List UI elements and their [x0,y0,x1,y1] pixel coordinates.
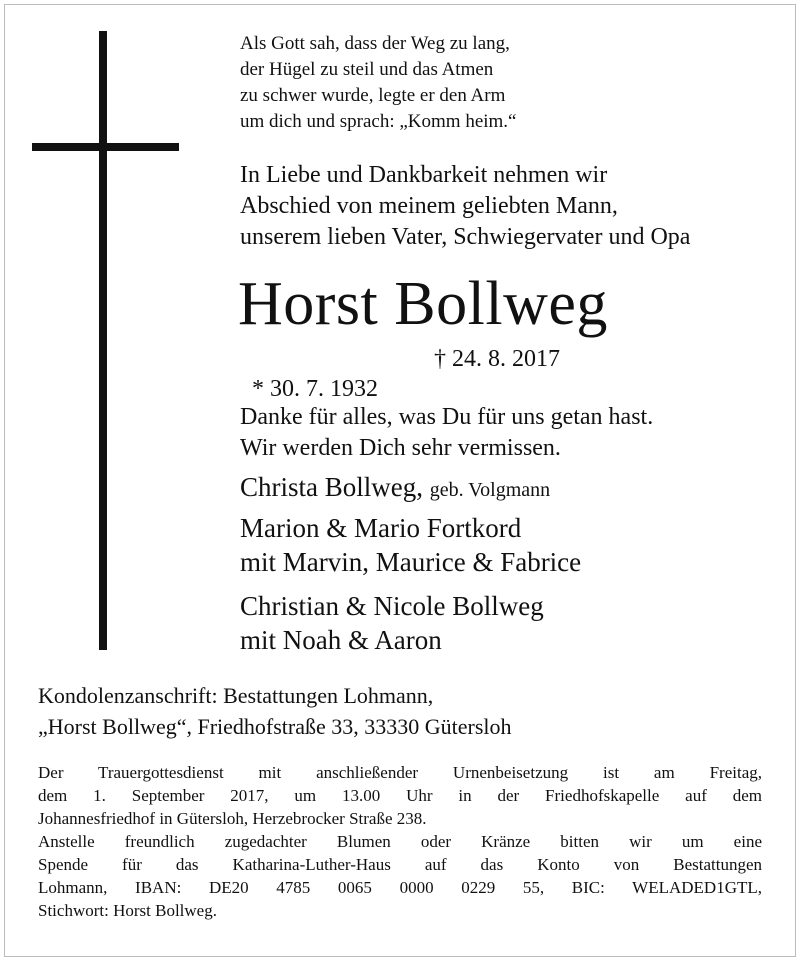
deceased-name: Horst Bollweg [238,270,608,338]
donation-line: Spende für das Katharina-Luther-Haus auf das Konto von Bestattungen [38,855,762,874]
family-group [240,511,581,579]
thanks-line: Wir werden Dich sehr vermissen. [240,435,561,461]
poem-line: Als Gott sah, dass der Weg zu lang, [240,33,510,54]
intro-text [240,160,690,253]
service-line: Johannesfriedhof in Gütersloh, Herzebrocker Straße 238. [38,809,427,828]
service-line: Der Trauergottesdienst mit anschließender Urnenbeisetzung ist am Freitag, [38,763,762,782]
family-line: Christian & Nicole Bollweg [240,591,544,621]
condolence-address [38,680,512,742]
service-line: dem 1. September 2017, um 13.00 Uhr in der Friedhofskapelle auf dem [38,786,762,805]
intro-line: Abschied von meinem geliebten Mann, [240,193,618,219]
poem-line: zu schwer wurde, legte er den Arm [240,85,506,106]
poem-line: um dich und sprach: „Komm heim.“ [240,111,517,132]
family-widow [240,470,581,507]
intro-line: unserem lieben Vater, Schwiegervater und Opa [240,224,691,250]
intro-line: In Liebe und Dankbarkeit nehmen wir [240,162,608,188]
thanks-text [240,402,653,464]
thanks-line: Danke für alles, was Du für uns getan hast. [240,404,654,430]
birth-date: * 30. 7. 1932 [252,376,378,402]
family-line: mit Marvin, Maurice & Fabrice [240,547,582,577]
widow-name: Christa Bollweg, [240,472,423,502]
cross-vertical-bar [99,31,107,650]
condolence-line: Kondolenzanschrift: Bestattungen Lohmann, [38,683,434,708]
service-info [38,761,762,922]
widow-maiden-name: geb. Volgmann [429,479,551,501]
poem [240,31,517,135]
family-group [240,589,581,657]
family-line: mit Noah & Aaron [240,625,442,655]
condolence-line: „Horst Bollweg“, Friedhofstraße 33, 33330 Gütersloh [38,714,512,739]
donation-line: Stichwort: Horst Bollweg. [38,901,217,920]
family-line: Marion & Mario Fortkord [240,513,522,543]
cross-horizontal-bar [32,143,179,151]
donation-line: Lohmann, IBAN: DE20 4785 0065 0000 0229 55, BIC: WELADED1GTL, [38,878,762,897]
family-signatures [240,470,581,667]
death-date: † 24. 8. 2017 [434,346,560,372]
donation-line: Anstelle freundlich zugedachter Blumen oder Kränze bitten wir um eine [38,832,762,851]
poem-line: der Hügel zu steil und das Atmen [240,59,494,80]
